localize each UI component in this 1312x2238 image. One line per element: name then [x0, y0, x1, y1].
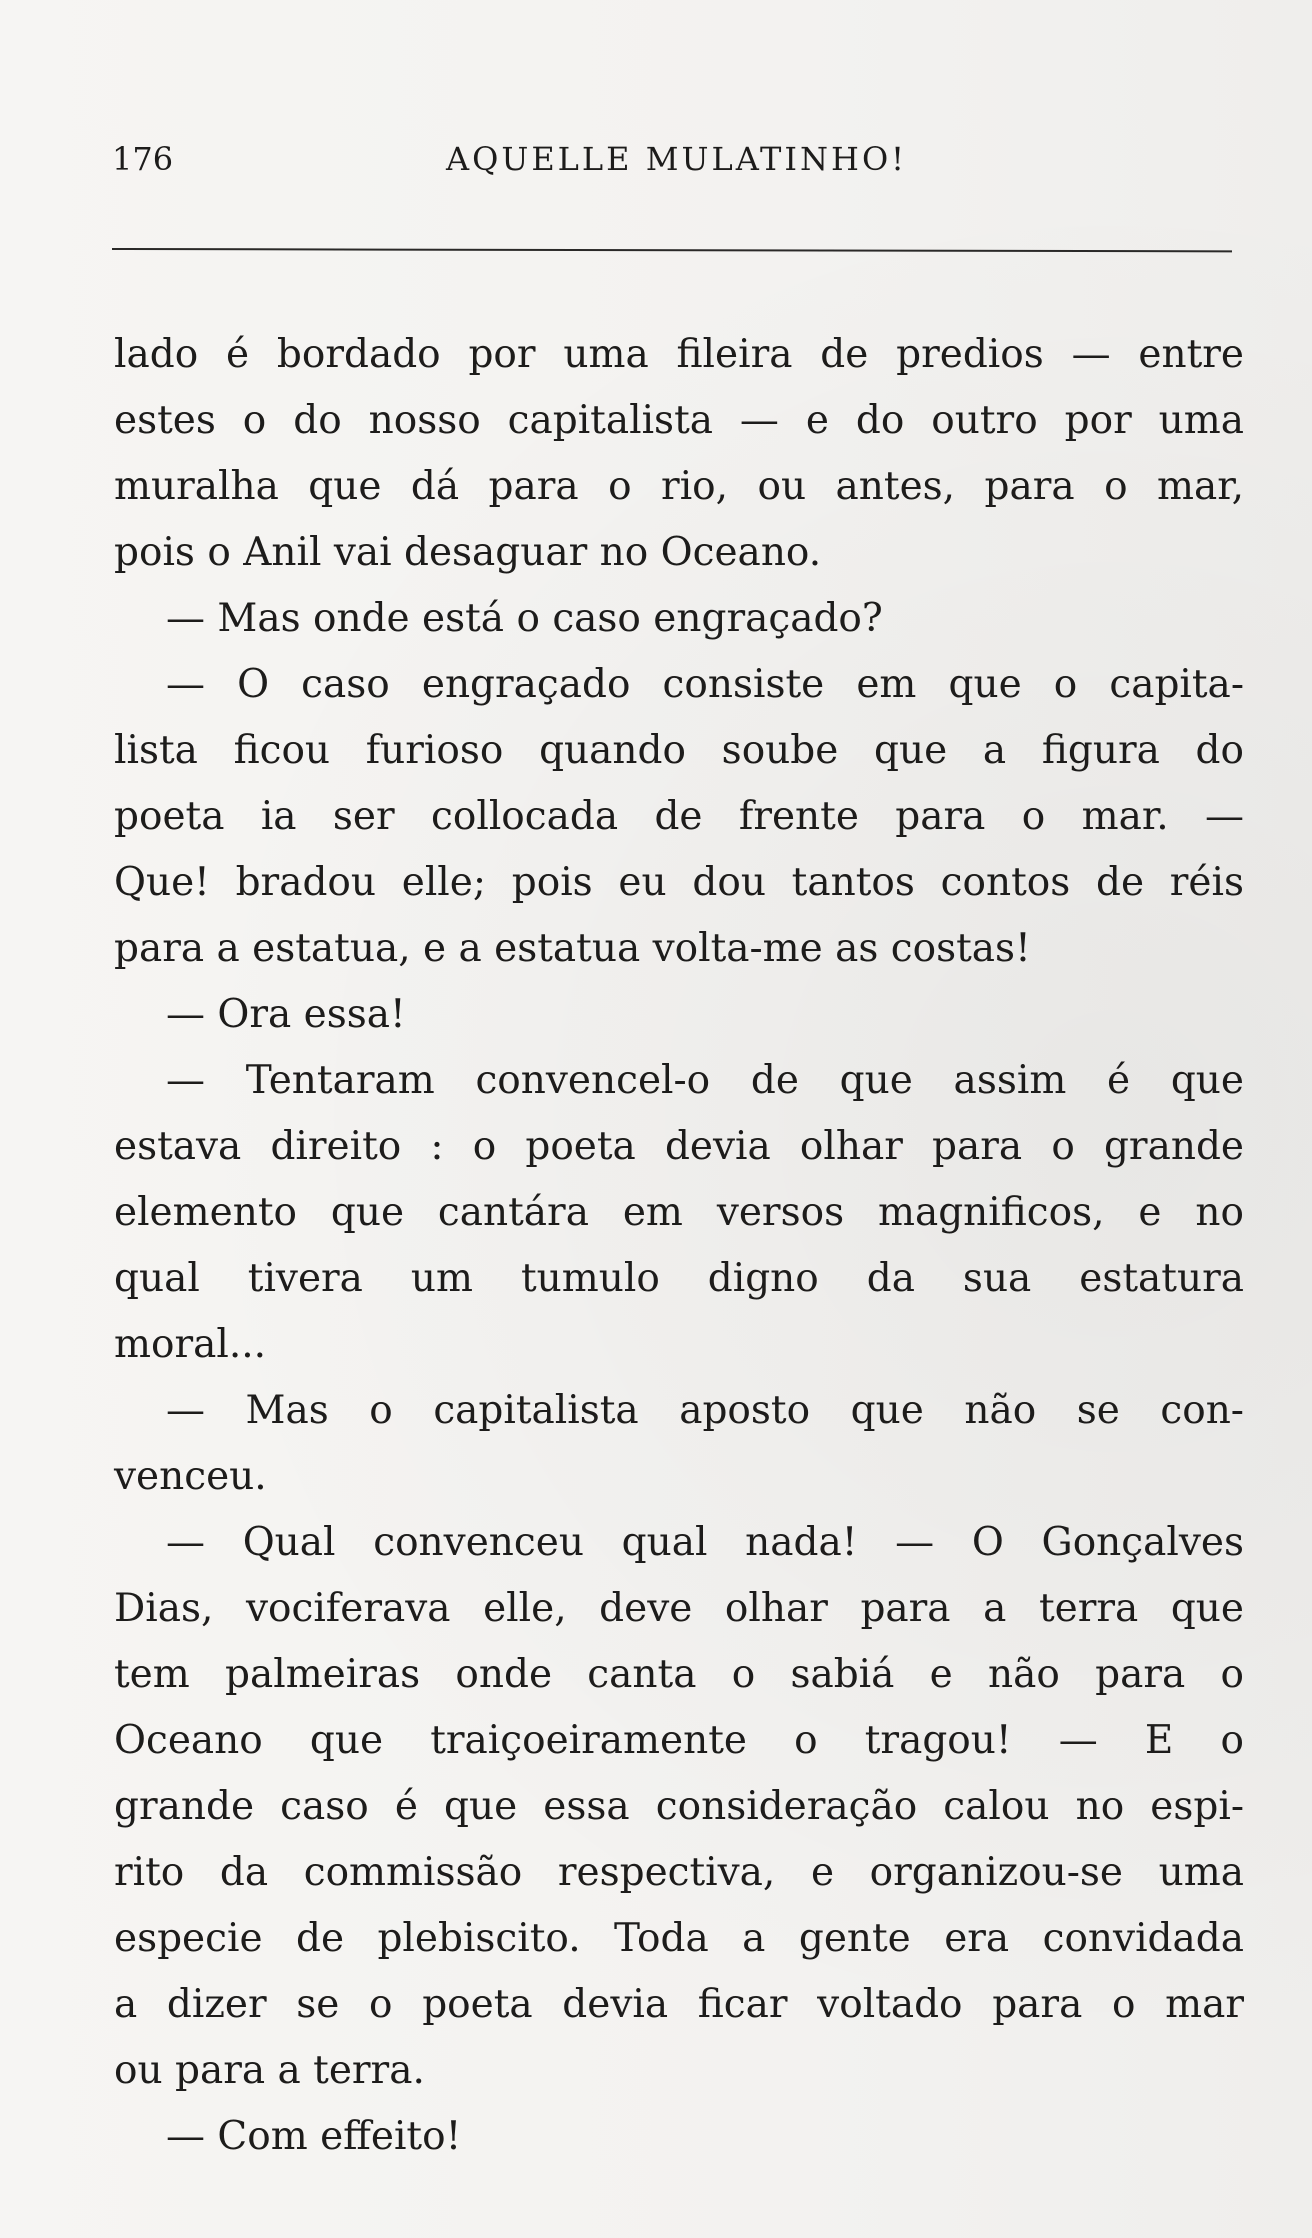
text-line: muralha que dá para o rio, ou antes, para o mar,	[114, 464, 1244, 509]
text-line: — Tentaram convencel-o de que assim é que	[166, 1058, 1244, 1103]
text-line: — Qual convenceu qual nada! — O Gonçalves	[166, 1520, 1244, 1565]
text-line: poeta ia ser collocada de frente para o mar. —	[114, 794, 1244, 839]
page-header	[112, 140, 1232, 190]
text-line: venceu.	[114, 1454, 267, 1499]
text-line: tem palmeiras onde canta o sabiá e não para o	[114, 1652, 1244, 1697]
text-line: estes o do nosso capitalista — e do outro por uma	[114, 398, 1244, 443]
text-line: Oceano que traiçoeiramente o tragou! — E o	[114, 1718, 1244, 1763]
text-line: elemento que cantára em versos magnificos, e no	[114, 1190, 1244, 1235]
text-line: estava direito : o poeta devia olhar para o grande	[114, 1124, 1244, 1169]
text-line: grande caso é que essa consideração calou no espi-	[114, 1784, 1244, 1829]
header-rule	[112, 248, 1232, 252]
text-line: pois o Anil vai desaguar no Oceano.	[114, 530, 822, 575]
page-number: 176	[112, 140, 174, 178]
body-text	[114, 322, 1244, 2170]
text-line: ou para a terra.	[114, 2048, 425, 2093]
text-line: qual tivera um tumulo digno da sua estatura	[114, 1256, 1244, 1301]
text-line: — Com effeito!	[166, 2114, 462, 2159]
text-line: rito da commissão respectiva, e organizou-se uma	[114, 1850, 1244, 1895]
text-line: Dias, vociferava elle, deve olhar para a terra que	[114, 1586, 1244, 1631]
text-line: especie de plebiscito. Toda a gente era convidada	[114, 1916, 1244, 1961]
text-line: — Mas o capitalista aposto que não se con-	[166, 1388, 1244, 1433]
text-line: — Ora essa!	[166, 992, 406, 1037]
text-line: para a estatua, e a estatua volta-me as costas!	[114, 926, 1031, 971]
text-line: a dizer se o poeta devia ficar voltado para o mar	[114, 1982, 1244, 2027]
text-line: lista ficou furioso quando soube que a figura do	[114, 728, 1244, 773]
text-line: — Mas onde está o caso engraçado?	[166, 596, 883, 641]
text-line: lado é bordado por uma fileira de predios — entre	[114, 332, 1244, 377]
running-title: AQUELLE MULATINHO!	[446, 140, 908, 178]
text-line: Que! bradou elle; pois eu dou tantos contos de réis	[114, 860, 1244, 905]
text-line: moral...	[114, 1322, 267, 1367]
text-line: — O caso engraçado consiste em que o capita-	[166, 662, 1244, 707]
